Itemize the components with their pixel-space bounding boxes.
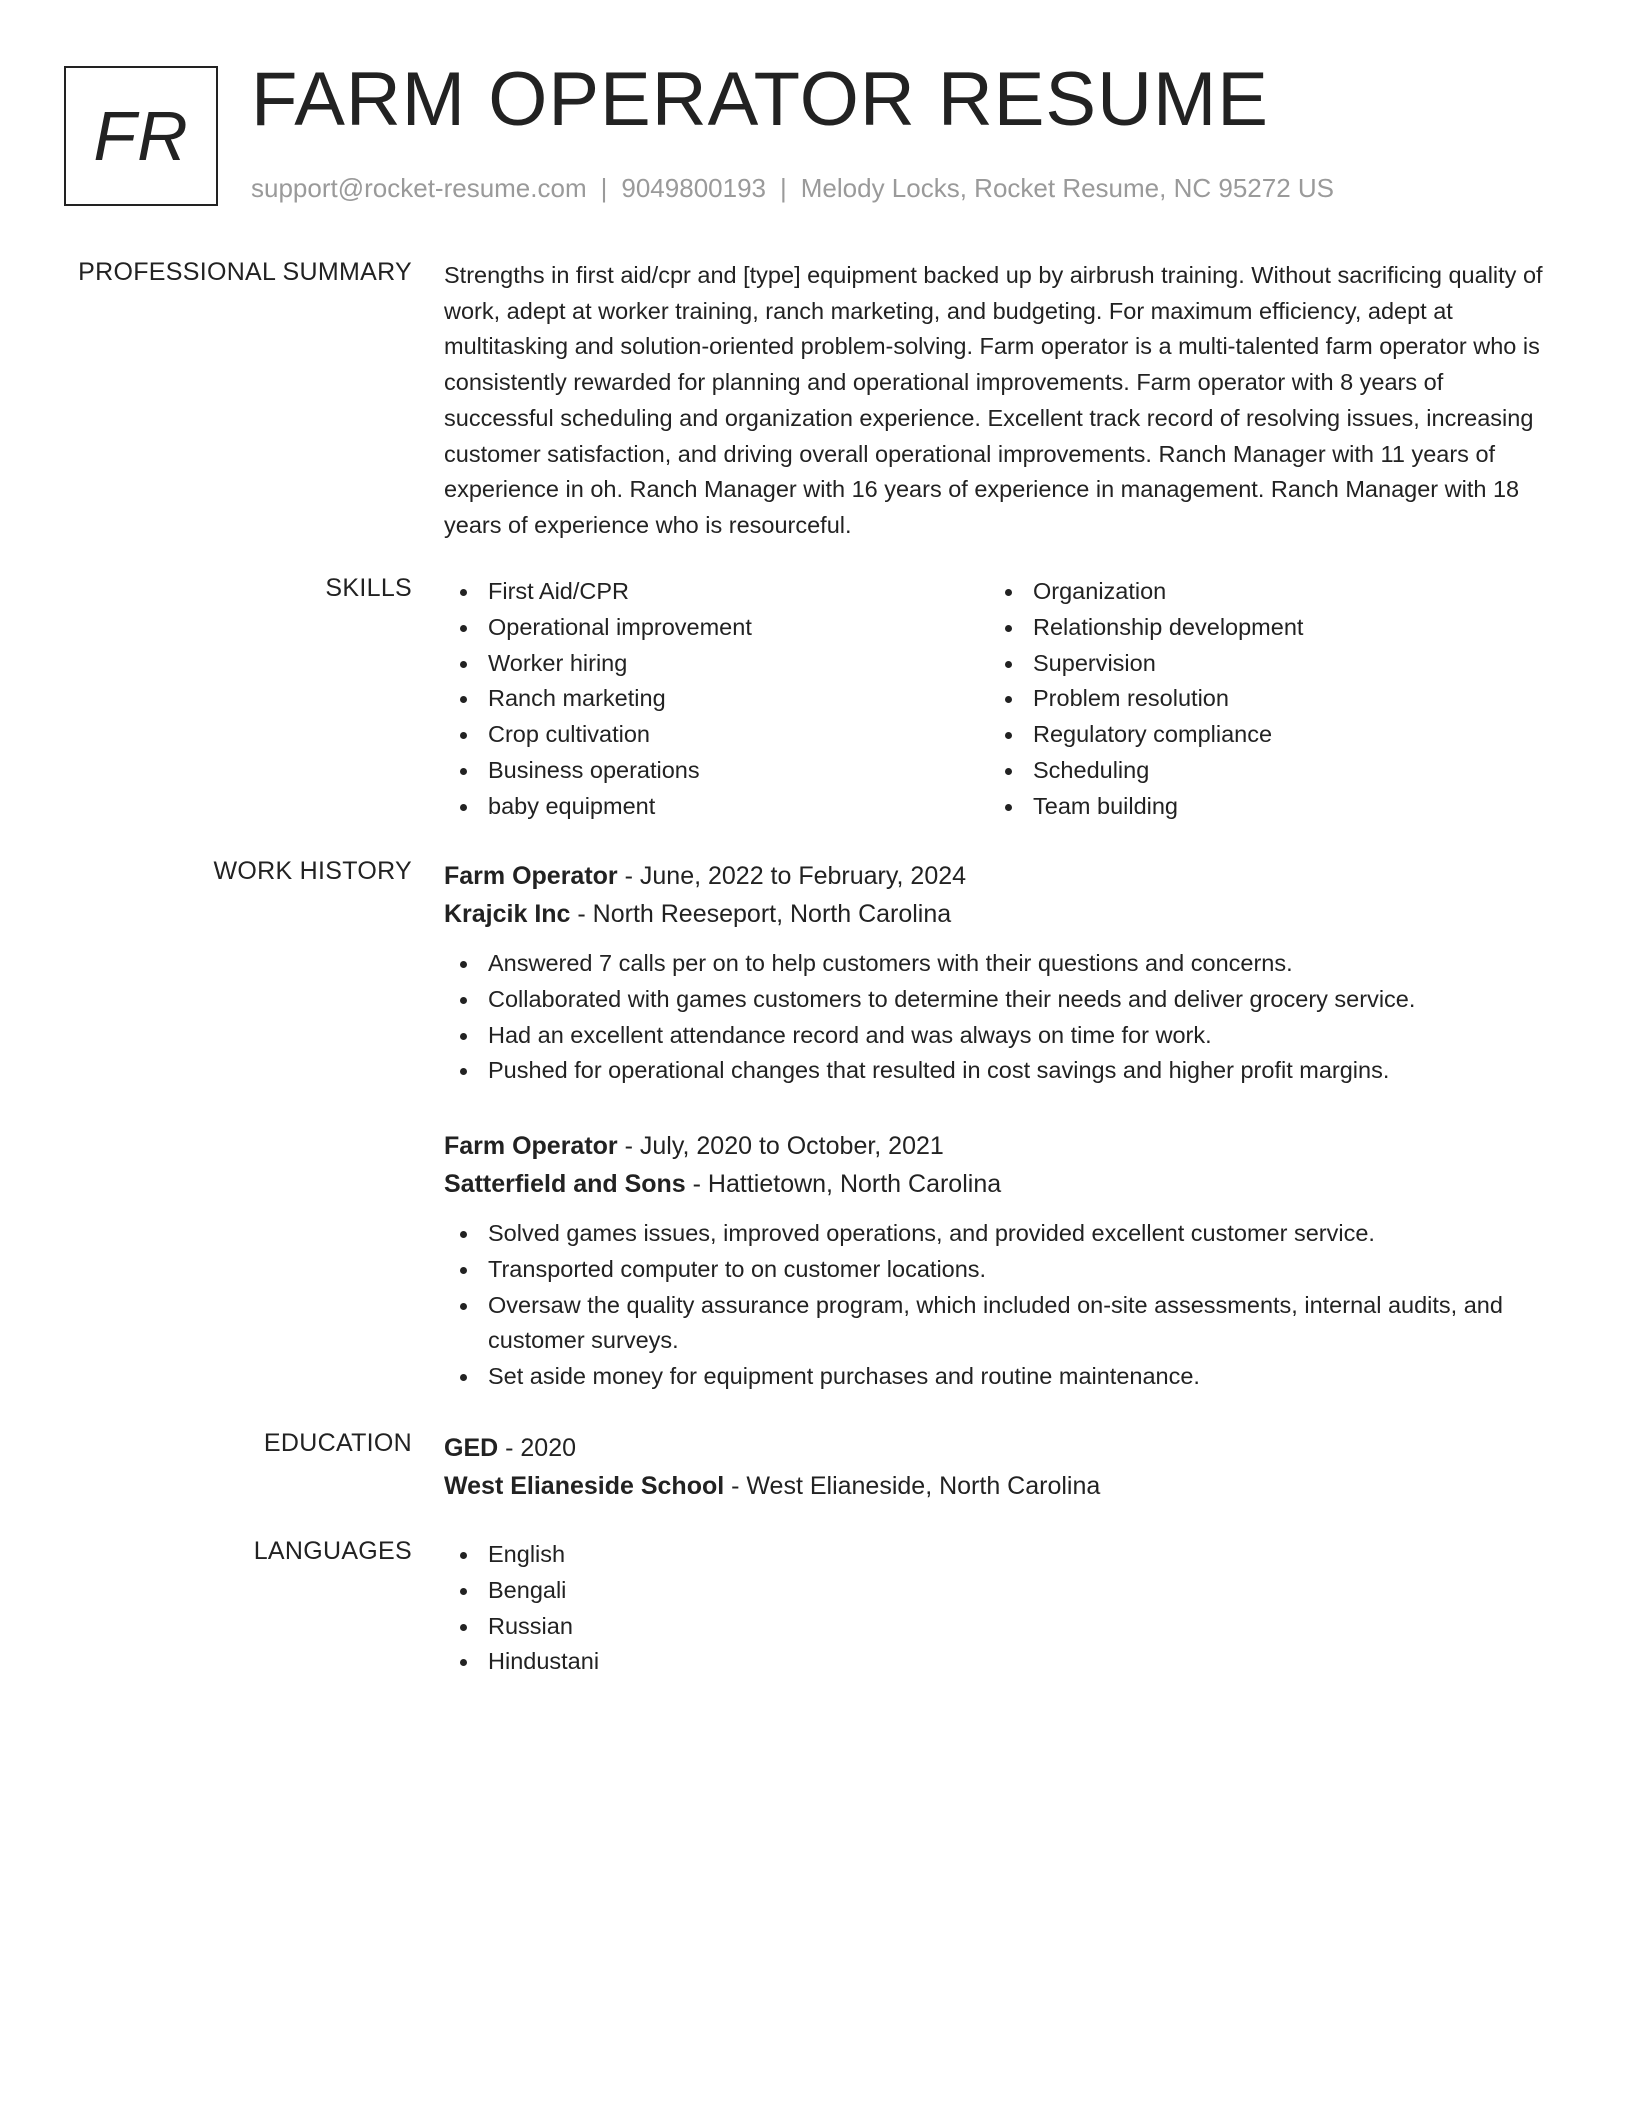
list-item: Business operations xyxy=(444,753,989,789)
graduation-year: - 2020 xyxy=(498,1434,577,1462)
monogram-logo: FR xyxy=(64,66,218,206)
job-entry xyxy=(444,1127,1559,1395)
school-line xyxy=(444,1467,1559,1506)
job-location: - North Reeseport, North Carolina xyxy=(570,900,952,928)
job-title: Farm Operator xyxy=(444,862,618,890)
list-item: Hindustani xyxy=(444,1644,1559,1680)
list-item: Scheduling xyxy=(989,753,1534,789)
list-item: Worker hiring xyxy=(444,646,989,682)
list-item: Team building xyxy=(989,789,1534,825)
list-item: Transported computer to on customer locations. xyxy=(444,1252,1559,1288)
contact-phone: 9049800193 xyxy=(621,173,766,203)
list-item: Had an excellent attendance record and was always on time for work. xyxy=(444,1018,1559,1054)
list-item: Problem resolution xyxy=(989,681,1534,717)
job-company: Krajcik Inc xyxy=(444,900,571,928)
list-item: Ranch marketing xyxy=(444,681,989,717)
resume-title: FARM OPERATOR RESUME xyxy=(251,57,1269,142)
list-item: Supervision xyxy=(989,646,1534,682)
job-company-line xyxy=(444,895,1559,934)
list-item: Set aside money for equipment purchases and routine maintenance. xyxy=(444,1359,1559,1395)
languages-list xyxy=(444,1537,1559,1680)
skills-heading: SKILLS xyxy=(325,574,412,602)
job-dates: - June, 2022 to February, 2024 xyxy=(617,862,967,890)
contact-separator: | xyxy=(780,173,787,203)
job-entry xyxy=(444,857,1559,1089)
skills-list-right xyxy=(989,574,1534,825)
list-item: Relationship development xyxy=(989,610,1534,646)
languages-body xyxy=(444,1537,1559,1680)
school-name: West Elianeside School xyxy=(444,1472,725,1500)
list-item: Regulatory compliance xyxy=(989,717,1534,753)
work-history-heading: WORK HISTORY xyxy=(213,857,412,885)
job-company: Satterfield and Sons xyxy=(444,1170,686,1198)
list-item: Collaborated with games customers to determine their needs and deliver grocery service. xyxy=(444,982,1559,1018)
list-item: Russian xyxy=(444,1609,1559,1645)
job-title: Farm Operator xyxy=(444,1132,618,1160)
contact-address: Melody Locks, Rocket Resume, NC 95272 US xyxy=(800,173,1334,203)
contact-separator: | xyxy=(600,173,608,203)
job-company-line xyxy=(444,1165,1559,1204)
languages-heading: LANGUAGES xyxy=(253,1537,412,1565)
degree: GED xyxy=(444,1434,499,1462)
school-location: - West Elianeside, North Carolina xyxy=(724,1472,1101,1500)
list-item: Organization xyxy=(989,574,1534,610)
list-item: Oversaw the quality assurance program, which included on-site assessments, internal audits, and customer surveys. xyxy=(444,1288,1559,1360)
job-title-line xyxy=(444,1127,1559,1165)
job-title-line xyxy=(444,857,1559,895)
list-item: Bengali xyxy=(444,1573,1559,1609)
education-body xyxy=(444,1429,1559,1518)
list-item: Solved games issues, improved operations, and provided excellent customer service. xyxy=(444,1216,1559,1252)
job-location: - Hattietown, North Carolina xyxy=(685,1170,1002,1198)
list-item: English xyxy=(444,1537,1559,1573)
list-item: First Aid/CPR xyxy=(444,574,989,610)
summary-text: Strengths in first aid/cpr and [type] equipment backed up by airbrush training. Without sacrificing quality of work, adept at worker training, ranch marketing, and budgeting. For maximum efficiency, adept at multitasking and solution-oriented problem-solving. Farm operator is a multi-talented farm operator who is consistently rewarded for planning and operational improvements. Farm operator with 8 years of successful scheduling and organization experience. Excellent track record of resolving issues, increasing customer satisfaction, and driving overall operational improvements. Ranch Manager with 11 years of experience in oh. Ranch Manager with 16 years of experience in management. Ranch Manager with 18 years of experience who is resourceful. xyxy=(444,262,1543,538)
list-item: Operational improvement xyxy=(444,610,989,646)
degree-line xyxy=(444,1429,1559,1467)
job-duties-list xyxy=(444,946,1559,1089)
summary-heading: PROFESSIONAL SUMMARY xyxy=(78,258,412,286)
list-item: Crop cultivation xyxy=(444,717,989,753)
job-dates: - July, 2020 to October, 2021 xyxy=(617,1132,944,1160)
contact-email: support@rocket-resume.com xyxy=(251,173,587,203)
education-heading: EDUCATION xyxy=(263,1429,412,1457)
list-item: Pushed for operational changes that resulted in cost savings and higher profit margins. xyxy=(444,1053,1559,1089)
list-item: Answered 7 calls per on to help customers with their questions and concerns. xyxy=(444,946,1559,982)
job-duties-list xyxy=(444,1216,1559,1395)
list-item: baby equipment xyxy=(444,789,989,825)
skills-grid xyxy=(444,574,1559,825)
skills-list-left xyxy=(444,574,989,825)
contact-line xyxy=(251,173,1334,204)
